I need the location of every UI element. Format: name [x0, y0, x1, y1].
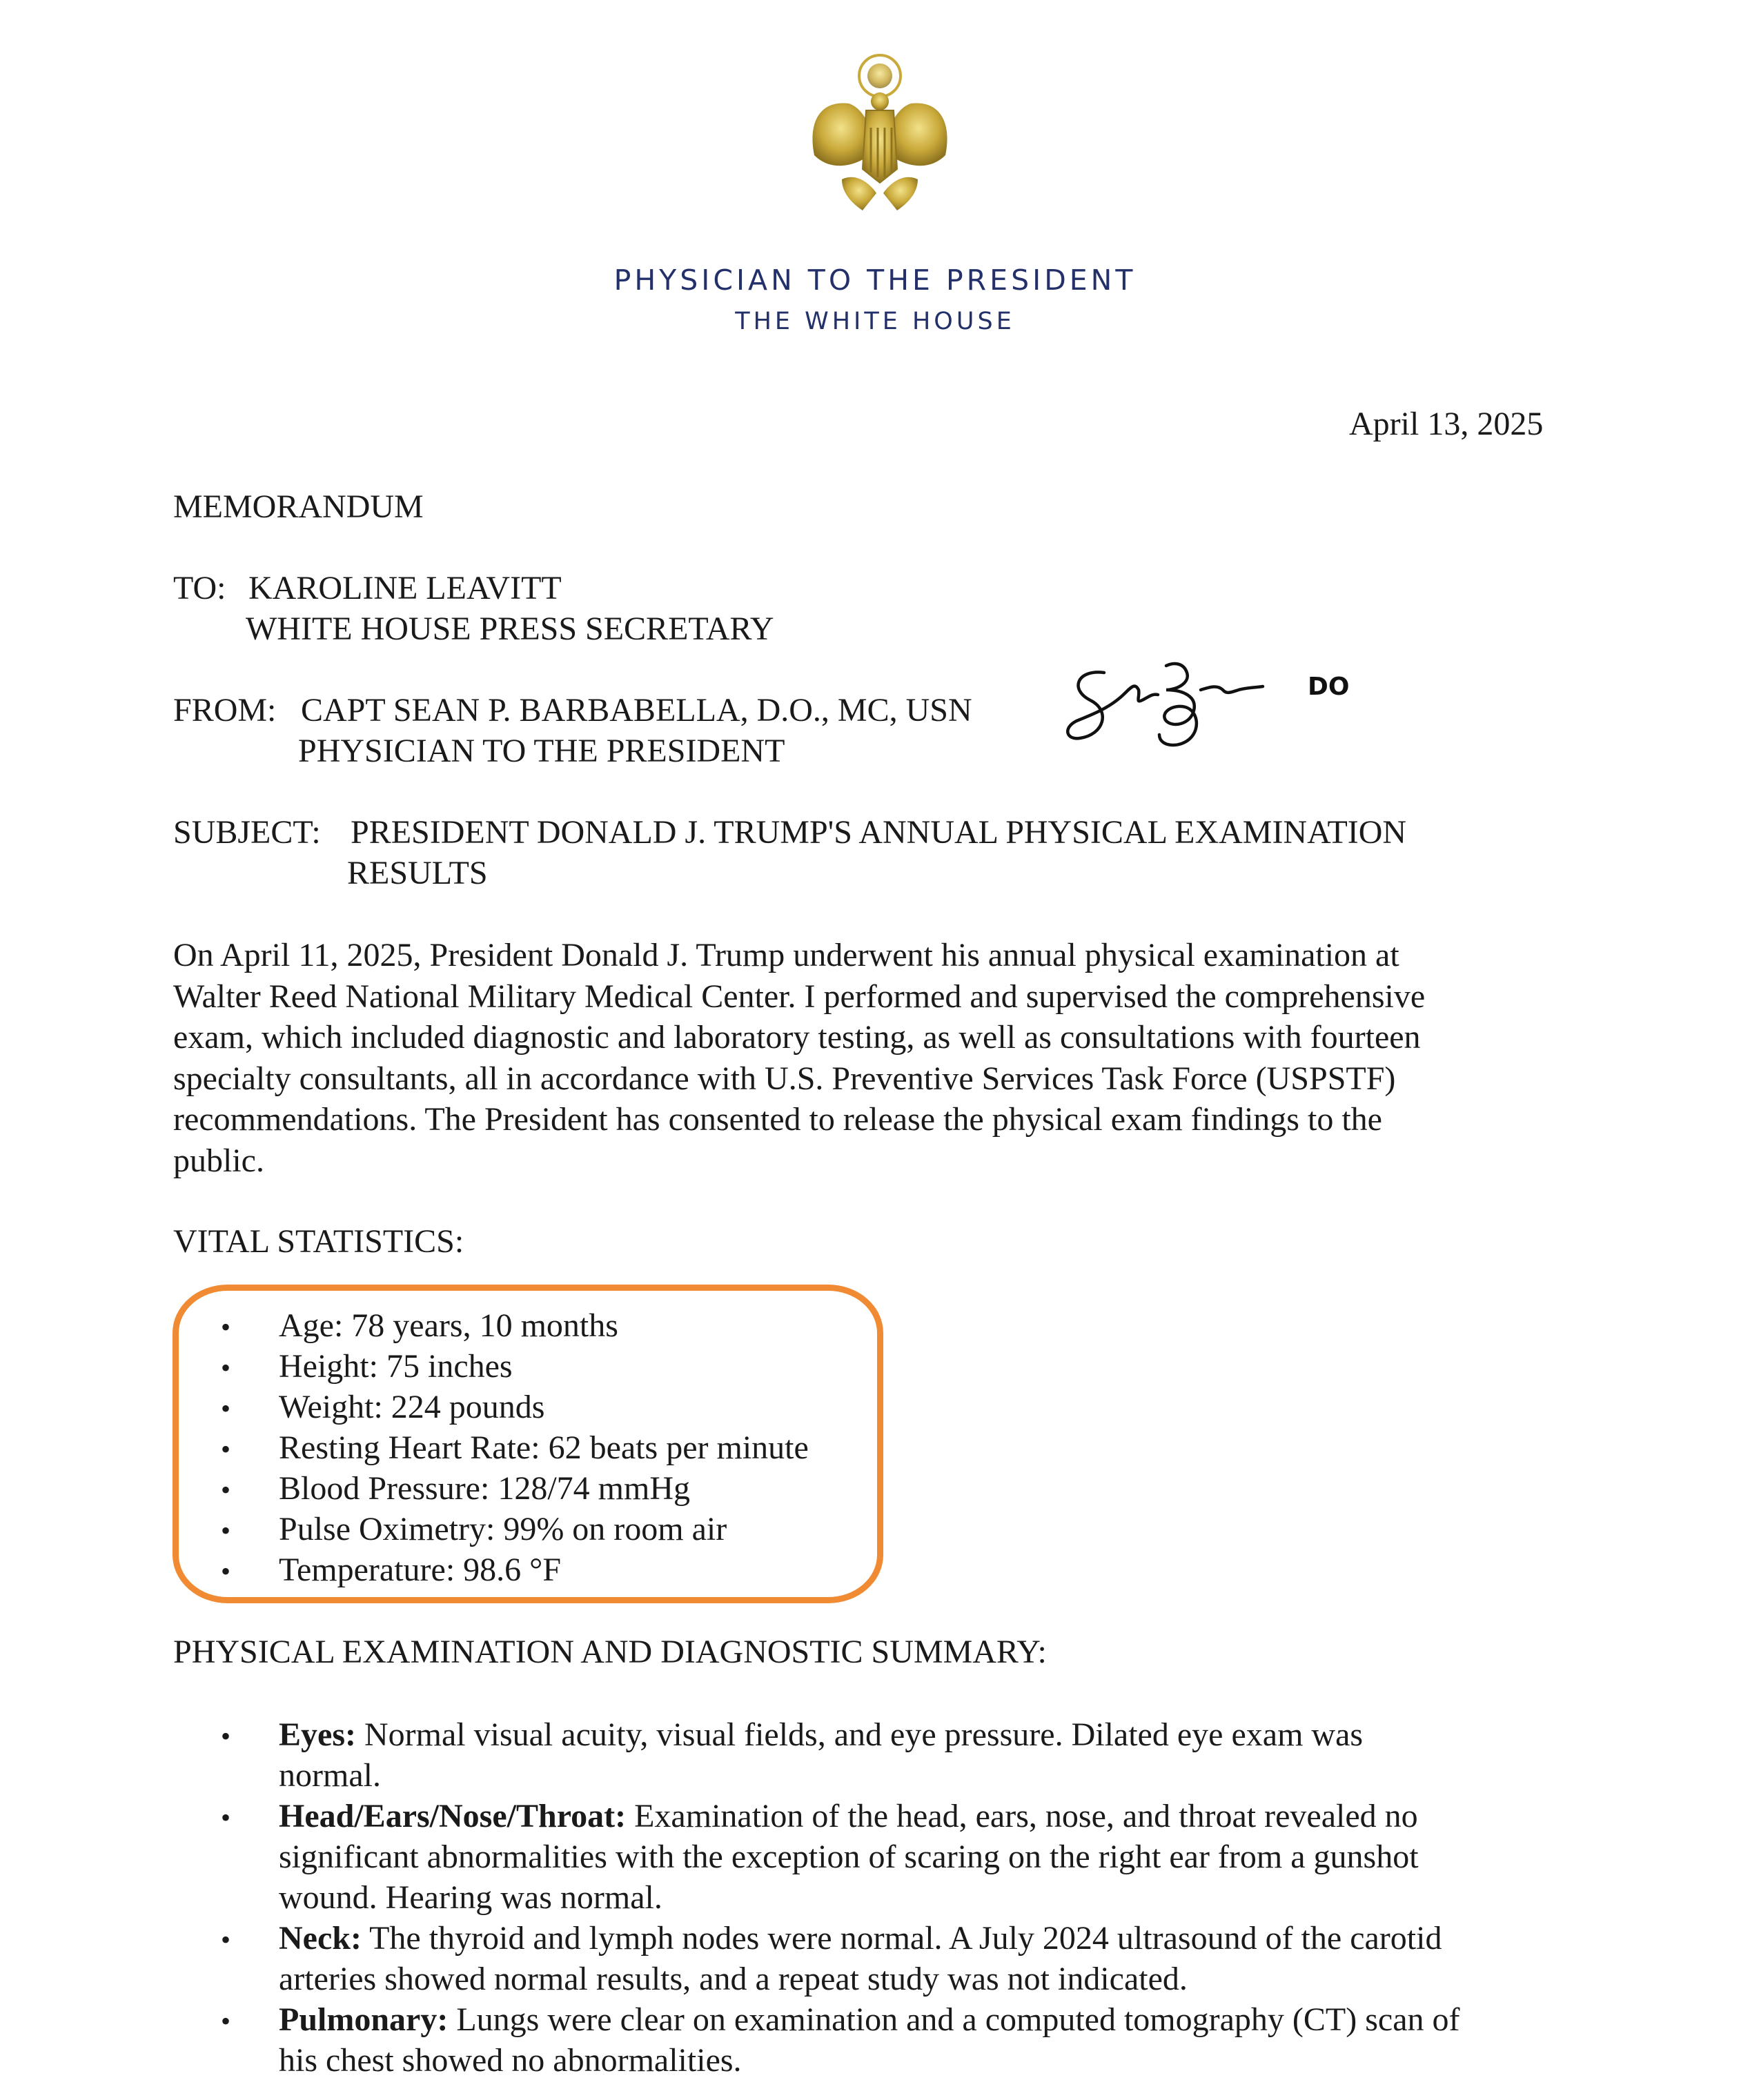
intro-paragraph: [173, 935, 1581, 1181]
list-item: • Pulmonary: Lungs were clear on examination and a computed tomography (CT) scan of his chest showed no abnormalities.: [221, 2001, 1460, 2079]
paragraph-line: On April 11, 2025, President Donald J. Trump underwent his annual physical examination at: [173, 937, 1399, 973]
list-item: • Pulse Oximetry: 99% on room air: [221, 1511, 727, 1547]
subject-label: SUBJECT:: [173, 814, 321, 851]
paragraph-line: Walter Reed National Military Medical Center. I performed and supervised the comprehensive: [173, 978, 1426, 1015]
list-item: • Age: 78 years, 10 months: [221, 1307, 618, 1344]
signature-suffix: DO: [1308, 673, 1350, 701]
physical-exam-list: [221, 1714, 1460, 2081]
from-label: FROM:: [173, 692, 277, 729]
list-item: • Eyes: Normal visual acuity, visual fields, and eye pressure. Dilated eye exam was normal.: [221, 1716, 1364, 1794]
list-item: • Head/Ears/Nose/Throat: Examination of the head, ears, nose, and throat revealed no significant abnormalities with the exception of scaring on the right ear from a gunshot wound. Hearing was normal.: [221, 1798, 1419, 1916]
paragraph-line: specialty consultants, all in accordance with U.S. Preventive Services Task Force (USPSTF): [173, 1060, 1396, 1097]
paragraph-line: recommendations. The President has consented to release the physical exam findings to the: [173, 1101, 1382, 1138]
list-item: • Weight: 224 pounds: [221, 1389, 545, 1425]
letterhead-subtitle: THE WHITE HOUSE: [735, 308, 1015, 335]
physical-exam-heading: PHYSICAL EXAMINATION AND DIAGNOSTIC SUMMARY:: [173, 1634, 1047, 1670]
from-title: PHYSICIAN TO THE PRESIDENT: [298, 733, 785, 769]
vital-statistics-list: [221, 1305, 809, 1590]
subject-line-2: RESULTS: [347, 855, 488, 891]
list-item: • Temperature: 98.6 °F: [221, 1552, 562, 1588]
vital-statistics-heading: VITAL STATISTICS:: [173, 1223, 464, 1260]
list-item: • Blood Pressure: 128/74 mmHg: [221, 1470, 690, 1507]
memo-date: April 13, 2025: [1349, 406, 1544, 442]
list-item: • Resting Heart Rate: 62 beats per minute: [221, 1429, 809, 1466]
great-seal-eagle-icon: [800, 52, 959, 217]
letterhead-title: PHYSICIAN TO THE PRESIDENT: [613, 264, 1137, 297]
signature: [1063, 652, 1366, 755]
paragraph-line: exam, which included diagnostic and laboratory testing, as well as consultations with fourteen: [173, 1019, 1421, 1056]
to-label: TO:: [173, 570, 226, 606]
from-name: CAPT SEAN P. BARBABELLA, D.O., MC, USN: [301, 692, 972, 729]
list-item: • Height: 75 inches: [221, 1348, 513, 1385]
to-title: WHITE HOUSE PRESS SECRETARY: [246, 611, 774, 647]
list-item: • Neck: The thyroid and lymph nodes were normal. A July 2024 ultrasound of the carotid arteries showed normal results, and a repeat study was not indicated.: [221, 1920, 1442, 1997]
subject-line-1: PRESIDENT DONALD J. TRUMP'S ANNUAL PHYSICAL EXAMINATION: [351, 814, 1407, 851]
paragraph-line: public.: [173, 1142, 264, 1179]
to-name: KAROLINE LEAVITT: [248, 570, 562, 606]
memo-title: MEMORANDUM: [173, 488, 424, 525]
